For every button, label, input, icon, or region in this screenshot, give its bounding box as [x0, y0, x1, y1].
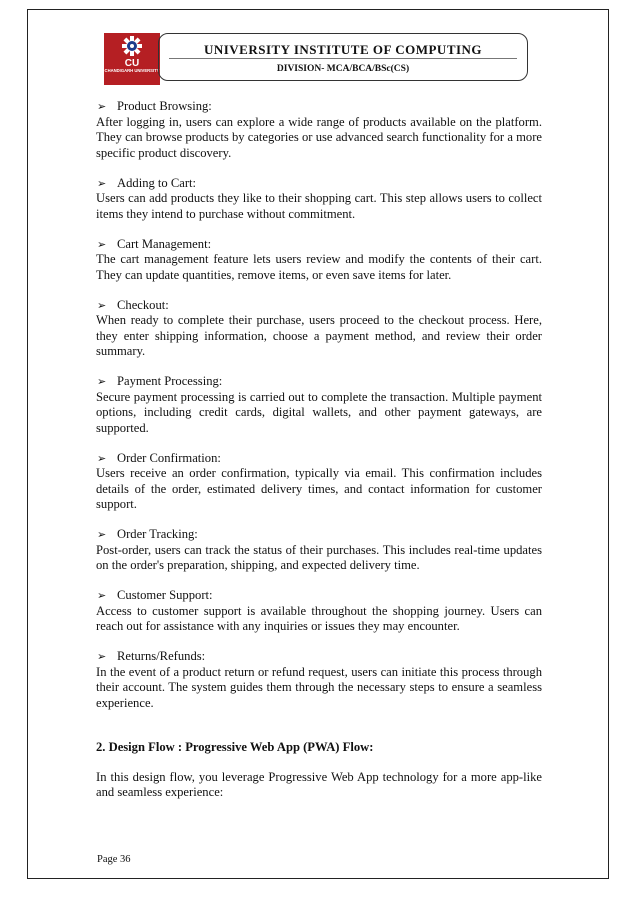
section-heading: Payment Processing: — [117, 374, 223, 388]
section-heading: Returns/Refunds: — [117, 649, 206, 663]
arrow-bullet-icon: ➢ — [97, 451, 107, 465]
section-payment-processing — [96, 374, 542, 436]
page-content — [96, 99, 542, 801]
section-body: After logging in, users can explore a wide range of products available on the platform. They can browse products by categories or use advanced search functionality for a more specific product discovery. — [96, 114, 542, 160]
design-flow-text: In this design flow, you leverage Progressive Web App technology for a more app-like and seamless experience: — [96, 769, 542, 799]
section-body: Access to customer support is available throughout the shopping journey. Users can reach out for assistance with any inquiries or issues they may encounter. — [96, 603, 542, 633]
logo-emblem-icon — [104, 33, 160, 69]
arrow-bullet-icon: ➢ — [97, 589, 107, 602]
logo-subtext: CHANDIGARH UNIVERSITY — [104, 68, 160, 73]
section-body: Users can add products they like to their shopping cart. This step allows users to collect items they intend to purchase without commitment. — [96, 191, 542, 221]
banner-divider — [169, 58, 517, 59]
arrow-bullet-icon: ➢ — [97, 528, 107, 541]
section-heading: Order Confirmation: — [117, 450, 221, 465]
section-order-confirmation — [96, 451, 542, 513]
section-body: Users receive an order confirmation, typically via email. This confirmation includes details of the order, estimated delivery times, and contact information for customer support. — [96, 466, 542, 511]
arrow-bullet-icon: ➢ — [97, 237, 107, 251]
section-body: Secure payment processing is carried out to complete the transaction. Multiple payment options, including credit cards, digital wallets, and other payment gateways, are supported. — [96, 389, 542, 435]
section-customer-support — [96, 588, 542, 635]
arrow-bullet-icon: ➢ — [97, 650, 107, 663]
header-banner — [158, 33, 528, 81]
section-body: When ready to complete their purchase, users proceed to the checkout process. Here, they enter shipping information, choose a payment method, and review their order summary. — [96, 313, 542, 358]
page-number: Page 36 — [97, 854, 131, 865]
arrow-bullet-icon: ➢ — [97, 176, 107, 190]
section-order-tracking — [96, 527, 542, 574]
section-heading: Customer Support: — [117, 588, 213, 602]
institute-title: UNIVERSITY INSTITUTE OF COMPUTING — [203, 42, 483, 57]
arrow-bullet-icon: ➢ — [97, 298, 107, 312]
section-heading: Adding to Cart: — [117, 175, 197, 190]
logo-main-text: CU — [124, 58, 140, 69]
section-product-browsing — [96, 99, 542, 161]
section-body: The cart management feature lets users review and modify the contents of their cart. They can update quantities, remove items, or even save items for later. — [96, 252, 542, 282]
arrow-bullet-icon: ➢ — [97, 375, 107, 388]
design-flow-title: 2. Design Flow : Progressive Web App (PWA) Flow: — [96, 740, 374, 754]
section-cart-management — [96, 237, 542, 284]
division-subtitle: DIVISION- MCA/BCA/BSc(CS) — [276, 64, 410, 74]
section-heading: Checkout: — [117, 297, 169, 312]
section-checkout — [96, 298, 542, 360]
section-heading: Order Tracking: — [117, 527, 198, 541]
section-heading: Product Browsing: — [117, 99, 212, 113]
university-logo — [104, 33, 160, 85]
section-body: Post-order, users can track the status of their purchases. This includes real-time updates on the order's preparation, shipping, and expected delivery time. — [96, 542, 542, 572]
arrow-bullet-icon: ➢ — [97, 100, 107, 113]
section-returns-refunds — [96, 649, 542, 711]
section-adding-to-cart — [96, 176, 542, 223]
section-body: In the event of a product return or refund request, users can initiate this process through their account. The system guides them through the necessary steps to ensure a seamless experience. — [96, 664, 542, 710]
section-heading: Cart Management: — [117, 236, 212, 251]
